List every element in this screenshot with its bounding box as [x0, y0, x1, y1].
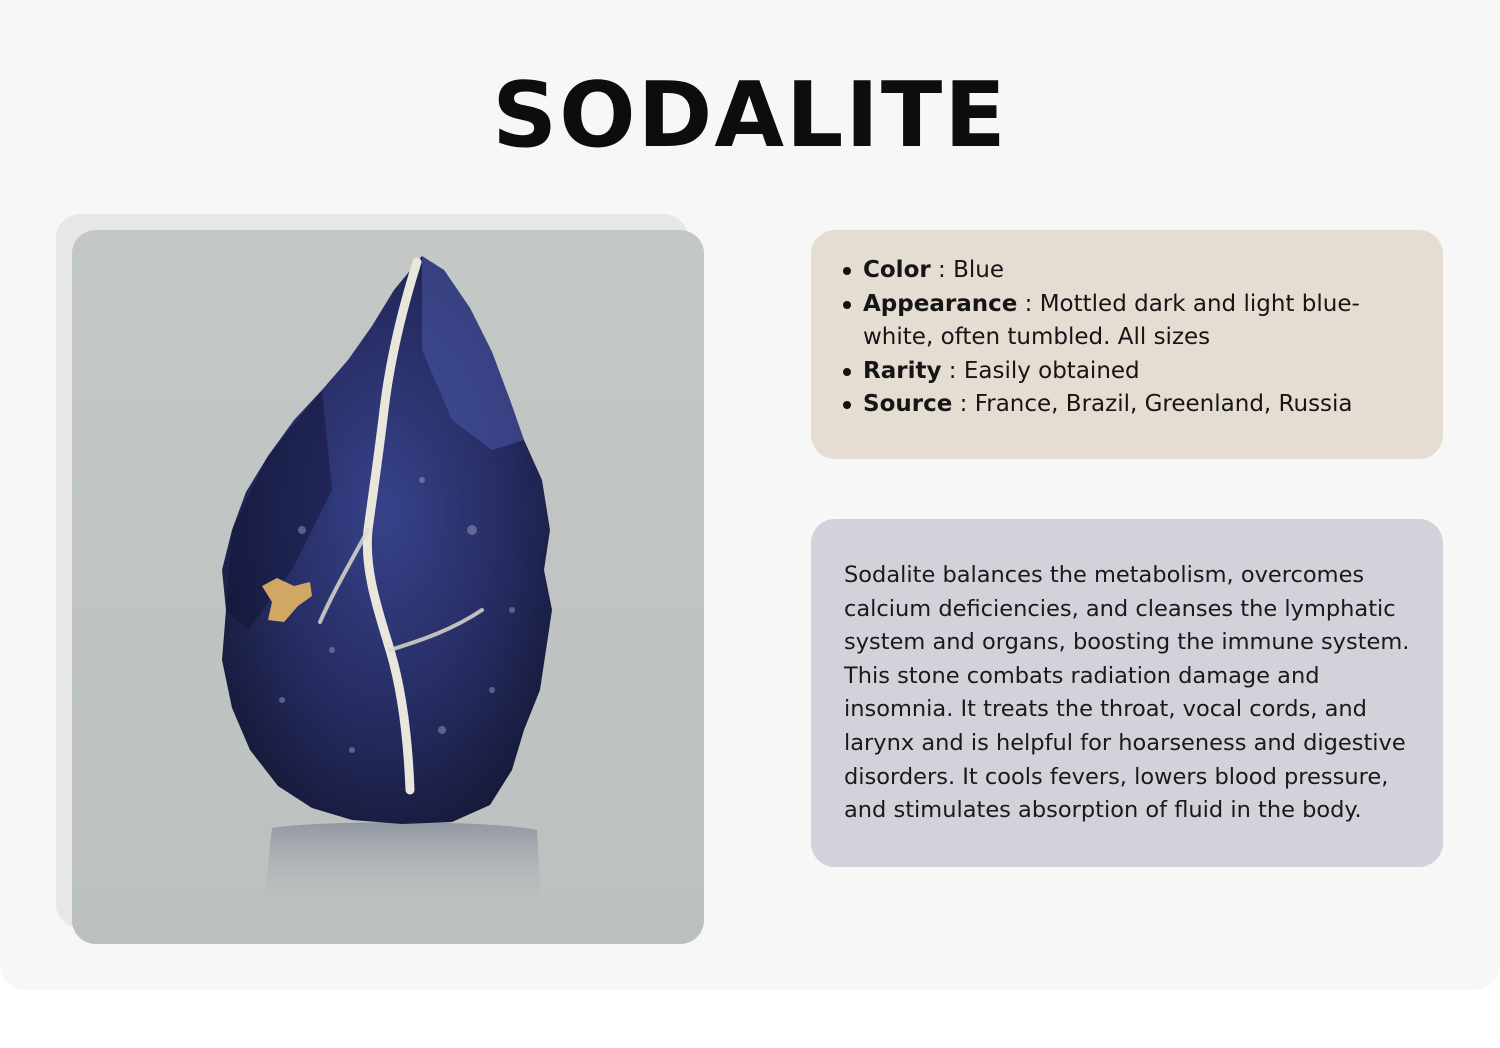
- properties-card: [811, 230, 1443, 459]
- sodalite-stone-illustration: [72, 230, 704, 944]
- bullet-icon: [843, 267, 851, 275]
- property-source: [841, 388, 1421, 422]
- description-card: [811, 519, 1443, 867]
- property-label: Source: [863, 391, 953, 417]
- stone-reflection: [262, 822, 542, 920]
- bullet-icon: [843, 301, 851, 309]
- property-rarity: [841, 355, 1421, 389]
- property-value: Mottled dark and light blue-white, often tumbled. All sizes: [863, 290, 1360, 350]
- property-value: Blue: [953, 257, 1004, 283]
- property-appearance: [841, 288, 1421, 355]
- property-label: Color: [863, 257, 931, 283]
- property-separator: :: [930, 257, 954, 283]
- property-separator: :: [941, 357, 964, 384]
- property-separator: :: [952, 391, 975, 417]
- property-label: Appearance: [863, 290, 1018, 317]
- description-text: Sodalite balances the metabolism, overcomes calcium deficiencies, and cleanses the lymphatic system and organs, boosting the immune system. This stone combats radiation damage and insomnia. It treats the throat, vocal cords, and larynx and is helpful for hoarseness and digestive disorders. It cools fevers, lowers blood pressure, and stimulates absorption of fluid in the body.: [844, 562, 1410, 824]
- property-color: [841, 254, 1421, 288]
- property-value: Easily obtained: [963, 357, 1140, 384]
- property-value: France, Brazil, Greenland, Russia: [974, 391, 1353, 417]
- stone-photo: [72, 230, 704, 944]
- bullet-icon: [843, 368, 851, 376]
- bullet-icon: [843, 401, 851, 409]
- property-separator: :: [1017, 290, 1040, 317]
- page-title: SODALITE: [492, 63, 1008, 168]
- property-label: Rarity: [863, 357, 942, 384]
- properties-list: [841, 254, 1421, 422]
